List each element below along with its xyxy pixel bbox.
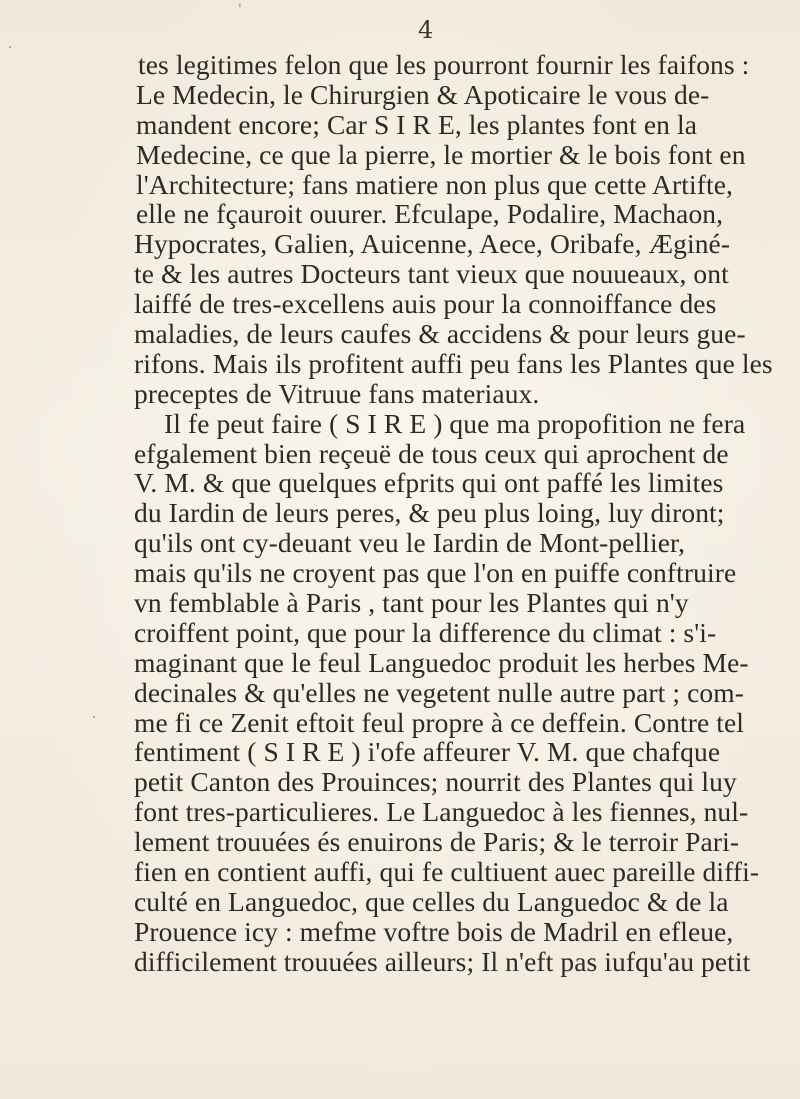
paper-speck: · <box>92 710 97 726</box>
text-line: Prouence icy : mefme voftre bois de Madril en efleue, <box>134 915 734 947</box>
page-number: 4 <box>418 16 434 44</box>
text-line: lement trouuées és enuirons de Paris; & le terroir Pari- <box>134 826 740 858</box>
text-line: Il fe peut faire ( S I R E ) que ma propofition ne fera <box>164 407 746 439</box>
text-line: culté en Languedoc, que celles du Languedoc & de la <box>134 885 729 917</box>
text-line: efgalement bien reçeuë de tous ceux qui aprochent de <box>134 437 729 469</box>
paper-speck: ' <box>238 2 242 18</box>
body-text <box>132 50 772 977</box>
text-line: preceptes de Vitruue fans materiaux. <box>134 377 540 409</box>
text-line: qu'ils ont cy-deuant veu le Iardin de Mont-pellier, <box>134 527 686 559</box>
text-line: laiffé de tres-excellens auis pour la connoiffance des <box>134 288 717 320</box>
text-line: fentiment ( S I R E ) i'ofe affeurer V. M. que chafque <box>134 736 721 768</box>
text-line: Medecine, ce que la pierre, le mortier & le bois font en <box>136 138 746 170</box>
text-line: vn femblable à Paris , tant pour les Plantes qui n'y <box>134 587 689 619</box>
text-line: elle ne fçauroit ouurer. Efculape, Podalire, Machaon, <box>136 198 724 230</box>
text-line: mais qu'ils ne croyent pas que l'on en puiffe conftruire <box>134 557 737 589</box>
paper-speck: · <box>8 40 13 56</box>
text-line: mandent encore; Car S I R E, les plantes font en la <box>136 108 698 140</box>
text-line: rifons. Mais ils profitent auffi peu fans les Plantes que les <box>134 347 773 379</box>
text-line: croiffent point, que pour la difference du climat : s'i- <box>134 616 717 648</box>
text-line: du Iardin de leurs peres, & peu plus loing, luy diront; <box>134 497 725 529</box>
text-line: l'Architecture; fans matiere non plus que cette Artifte, <box>136 168 733 200</box>
text-line: V. M. & que quelques efprits qui ont paffé les limites <box>134 467 724 499</box>
text-line: font tres-particulieres. Le Languedoc à les fiennes, nul- <box>134 796 749 828</box>
text-line: te & les autres Docteurs tant vieux que nouueaux, ont <box>134 258 729 290</box>
text-line: Hypocrates, Galien, Auicenne, Aece, Oribafe, Æginé- <box>134 228 731 260</box>
text-line: Le Medecin, le Chirurgien & Apoticaire le vous de- <box>136 78 710 110</box>
text-line: maginant que le feul Languedoc produit les herbes Me- <box>134 646 749 678</box>
text-line: maladies, de leurs caufes & accidens & pour leurs gue- <box>134 318 746 350</box>
text-line: difficilement trouuées ailleurs; Il n'eft pas iufqu'au petit <box>134 945 751 977</box>
text-line: me fi ce Zenit eftoit feul propre à ce deffein. Contre tel <box>134 706 745 738</box>
text-line: decinales & qu'elles ne vegetent nulle autre part ; com- <box>134 676 744 708</box>
text-line: fien en contient auffi, qui fe cultiuent auec pareille diffi- <box>134 856 760 888</box>
text-line: petit Canton des Prouinces; nourrit des Plantes qui luy <box>134 766 737 798</box>
text-line: tes legitimes felon que les pourront fournir les faifons : <box>138 49 750 80</box>
